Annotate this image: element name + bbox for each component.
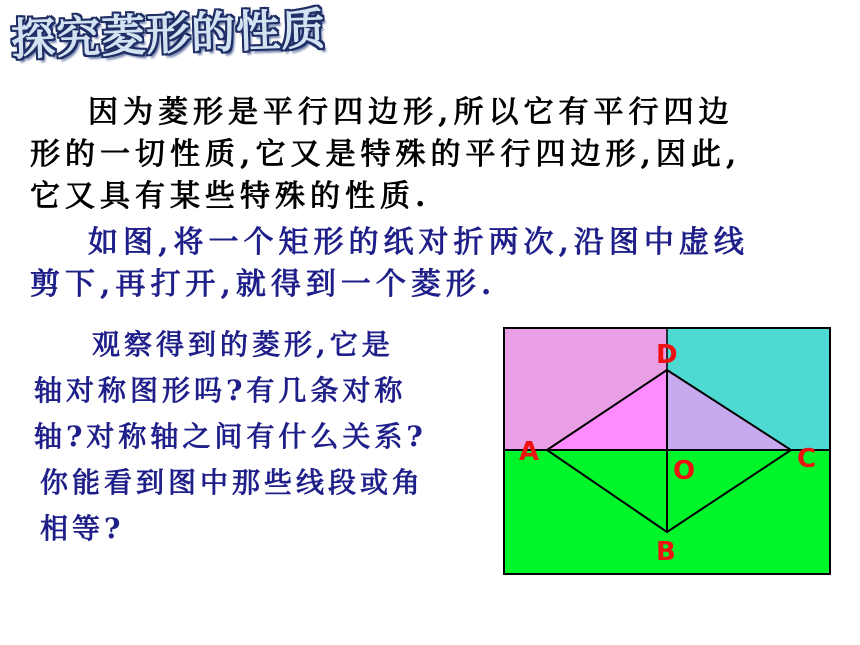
label-c: C xyxy=(797,444,817,474)
intro-paragraph xyxy=(30,92,741,218)
question-paragraph xyxy=(34,322,427,552)
folding-paragraph xyxy=(30,222,749,306)
label-a: A xyxy=(519,437,540,467)
label-d: D xyxy=(656,340,678,370)
intro-line-1: 因为菱形是平行四边形,所以它有平行四边 xyxy=(88,95,734,130)
question-line-3: 轴?对称轴之间有什么关系? xyxy=(34,420,427,453)
question-line-1: 观察得到的菱形,它是 xyxy=(92,328,394,361)
question-line-5: 相等? xyxy=(40,512,125,545)
slide-title: 探究菱形的性质 xyxy=(10,3,327,66)
question-line-4: 你能看到图中那些线段或角 xyxy=(40,466,425,499)
rhombus-diagram xyxy=(503,327,831,575)
label-o: O xyxy=(673,456,696,486)
label-b: B xyxy=(656,537,676,567)
rhombus-figure xyxy=(503,327,831,575)
intro-line-2: 形的一切性质,它又是特殊的平行四边形,因此, xyxy=(30,137,742,172)
folding-line-2: 剪下,再打开,就得到一个菱形. xyxy=(30,267,497,302)
intro-line-3: 它又具有某些特殊的性质. xyxy=(30,179,431,214)
question-line-2: 轴对称图形吗?有几条对称 xyxy=(34,374,407,407)
folding-line-1: 如图,将一个矩形的纸对折两次,沿图中虚线 xyxy=(88,225,749,260)
